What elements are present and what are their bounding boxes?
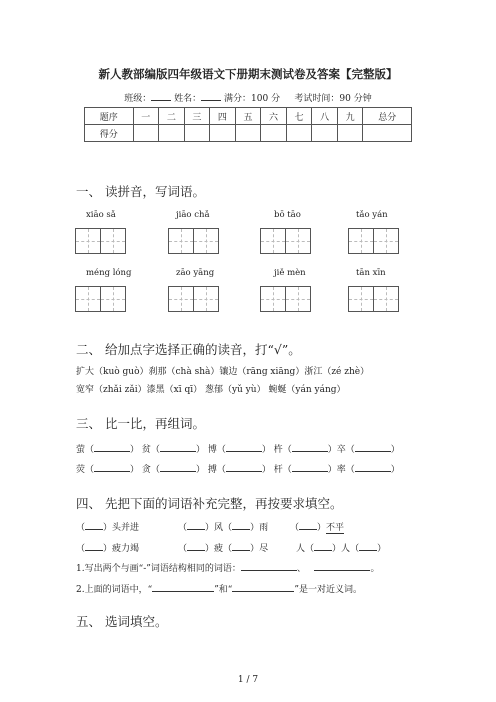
- blank[interactable]: [314, 561, 370, 571]
- blank[interactable]: [232, 582, 294, 592]
- score-cell[interactable]: [235, 125, 261, 142]
- question-text: 2.上面的词语中，“: [76, 585, 153, 595]
- score-header-cell: 九: [337, 108, 363, 125]
- score-cell[interactable]: [286, 125, 312, 142]
- section-4-title: 四、 先把下面的词语补充完整，再按要求填空。: [76, 496, 343, 511]
- class-label: 班级：: [124, 94, 152, 104]
- full-score: 满分：100 分: [224, 94, 281, 104]
- pinyin-1: xiāo sǎ: [86, 210, 116, 220]
- idiom-row-1b: （ ）风（ ）雨: [178, 520, 268, 533]
- section-1-title: 一、 读拼音，写词语。: [76, 184, 205, 199]
- pinyin-5: méng lóng: [86, 268, 132, 278]
- blank[interactable]: [94, 462, 130, 472]
- blank[interactable]: [160, 442, 196, 452]
- question-text: ”是一对近义词。: [294, 585, 363, 595]
- blank[interactable]: [232, 541, 250, 551]
- char: 萤: [76, 445, 86, 455]
- blank[interactable]: [241, 561, 297, 571]
- writing-grid[interactable]: [260, 228, 311, 254]
- idiom-row-1: （ ）头并进: [76, 520, 139, 533]
- section-2-title: 二、 给加点字选择正确的读音，打“√”。: [76, 342, 301, 357]
- writing-grid[interactable]: [168, 286, 219, 312]
- reading-line-2: 宽窄（zhǎi zǎi）漆黑（xī qī） 葱郁（yǔ yù） 蜿蜒（yán yáng）: [76, 385, 346, 395]
- score-cell[interactable]: [337, 125, 363, 142]
- pinyin-4: tǎo yán: [356, 210, 388, 220]
- char: 博: [207, 445, 217, 455]
- idiom-part: 雨: [259, 523, 269, 533]
- writing-grid[interactable]: [348, 228, 399, 254]
- question-text: 1.写出两个与画“-”词语结构相同的词语：: [76, 564, 241, 574]
- score-header-cell: 七: [286, 108, 312, 125]
- char: 搏: [207, 465, 217, 475]
- char: 贪: [141, 465, 151, 475]
- idiom-row-2: （ ）疲力竭: [76, 541, 139, 554]
- section-3-title: 三、 比一比，再组词。: [76, 416, 205, 431]
- score-cell[interactable]: [261, 125, 287, 142]
- pinyin-8: tān xīn: [356, 268, 386, 278]
- score-header-cell: 六: [261, 108, 287, 125]
- score-header-cell: 一: [133, 108, 159, 125]
- score-header-cell: 五: [235, 108, 261, 125]
- blank[interactable]: [187, 541, 205, 551]
- pinyin-6: zāo yāng: [176, 268, 215, 278]
- blank[interactable]: [226, 462, 262, 472]
- score-table: [84, 107, 412, 142]
- score-cell[interactable]: [312, 125, 338, 142]
- char: 率: [336, 465, 346, 475]
- period: 。: [370, 564, 380, 574]
- char: 荧: [76, 465, 86, 475]
- score-header-cell: 八: [312, 108, 338, 125]
- underlined-idiom-part: 不平: [326, 523, 345, 533]
- score-header-cell: 题序: [85, 108, 134, 125]
- writing-grid[interactable]: [348, 286, 399, 312]
- class-blank: [151, 91, 171, 101]
- question-2: [76, 582, 362, 595]
- idiom-row-1c: （ ）不平: [290, 520, 344, 533]
- idiom-part: 疲: [214, 544, 224, 554]
- question-text: ”和“: [214, 585, 233, 595]
- idiom-part: 疲力竭: [112, 544, 140, 554]
- pinyin-7: jiě mèn: [274, 268, 306, 278]
- section-5-title: 五、 选词填空。: [76, 614, 168, 629]
- writing-grid[interactable]: [168, 228, 219, 254]
- idiom-part: 人: [296, 544, 306, 554]
- char: 卒: [336, 445, 346, 455]
- char: 杆: [273, 465, 283, 475]
- score-cell[interactable]: [363, 125, 412, 142]
- exam-time: 考试时间：90 分钟: [294, 94, 372, 104]
- blank[interactable]: [226, 442, 262, 452]
- score-cell[interactable]: [159, 125, 185, 142]
- blank[interactable]: [160, 462, 196, 472]
- writing-grid[interactable]: [75, 228, 126, 254]
- pinyin-3: bō tāo: [274, 210, 301, 220]
- char: 贫: [141, 445, 151, 455]
- score-cell[interactable]: [210, 125, 236, 142]
- idiom-row-2b: （ ）疲（ ）尽: [178, 541, 268, 554]
- score-cell[interactable]: [133, 125, 159, 142]
- blank[interactable]: [355, 462, 391, 472]
- blank[interactable]: [292, 462, 328, 472]
- writing-grid[interactable]: [75, 286, 126, 312]
- score-cell[interactable]: [184, 125, 210, 142]
- idiom-part: 风: [214, 523, 224, 533]
- question-1: [76, 561, 379, 574]
- score-header-cell: 总分: [363, 108, 412, 125]
- blank[interactable]: [152, 582, 214, 592]
- idiom-part: 人: [341, 544, 351, 554]
- pinyin-2: jiāo chǎ: [176, 210, 210, 220]
- blank[interactable]: [292, 442, 328, 452]
- score-row: [85, 125, 412, 142]
- score-header-row: [85, 108, 412, 125]
- score-header-cell: 二: [159, 108, 185, 125]
- blank[interactable]: [314, 541, 332, 551]
- char: 杵: [273, 445, 283, 455]
- compare-row-1: 萤（ ） 贫（ ） 博（ ） 杵（ ）卒（ ）: [76, 442, 400, 455]
- score-header-cell: 三: [184, 108, 210, 125]
- page-number: 1 / 7: [237, 675, 259, 685]
- blank[interactable]: [94, 442, 130, 452]
- idiom-part: 尽: [259, 544, 269, 554]
- blank[interactable]: [187, 520, 205, 530]
- blank[interactable]: [85, 541, 103, 551]
- exam-info: [0, 91, 496, 104]
- separator: 、: [296, 564, 306, 574]
- blank[interactable]: [299, 520, 317, 530]
- compare-row-2: 荧（ ） 贪（ ） 搏（ ） 杆（ ）率（ ）: [76, 462, 400, 475]
- name-label: 姓名：: [174, 94, 202, 104]
- blank[interactable]: [232, 520, 250, 530]
- writing-grid[interactable]: [260, 286, 311, 312]
- document-title: 新人教部编版四年级语文下册期末测试卷及答案【完整版】: [98, 67, 398, 81]
- reading-line-1: 扩大（kuò guò）刹那（chà shà）镶边（rāng xiāng）浙江（zé zhè）: [76, 367, 370, 377]
- blank[interactable]: [85, 520, 103, 530]
- blank[interactable]: [359, 541, 377, 551]
- score-row-label: 得分: [85, 125, 134, 142]
- idiom-row-2c: 人（ ）人（ ）: [296, 541, 386, 554]
- idiom-part: 头并进: [112, 523, 140, 533]
- score-header-cell: 四: [210, 108, 236, 125]
- blank[interactable]: [355, 442, 391, 452]
- name-blank: [201, 91, 221, 101]
